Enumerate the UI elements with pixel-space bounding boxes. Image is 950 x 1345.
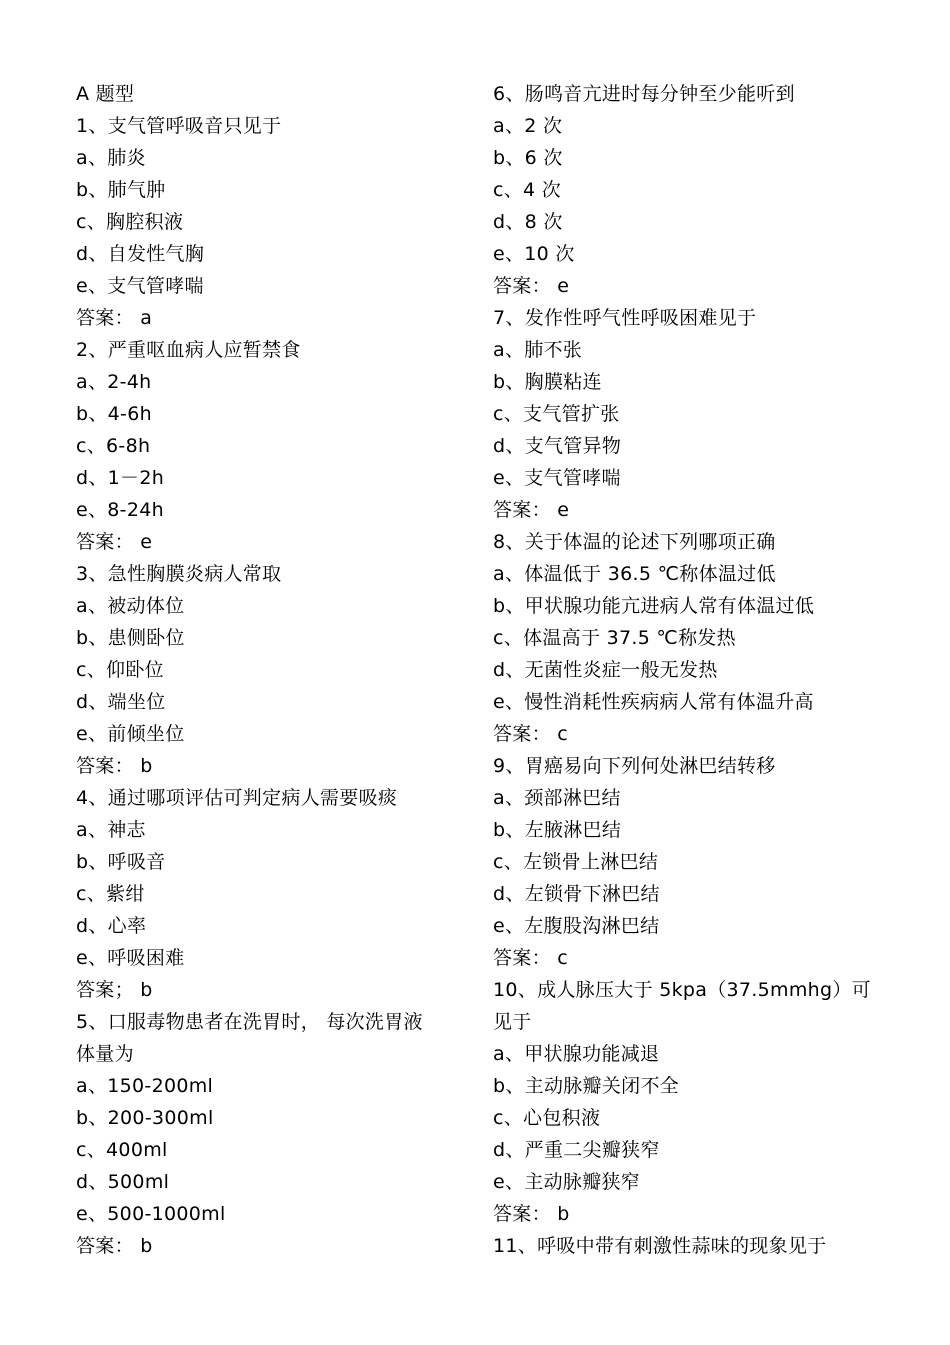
option-line: d、严重二尖瓣狭窄 bbox=[493, 1139, 660, 1161]
answer-line: 答案： e bbox=[493, 499, 570, 521]
answer-line: 答案： b bbox=[493, 1203, 570, 1225]
option-line: b、甲状腺功能亢进病人常有体温过低 bbox=[493, 595, 815, 617]
option-line: a、神志 bbox=[76, 819, 146, 841]
option-line: a、颈部淋巴结 bbox=[493, 787, 621, 809]
question-continuation: 见于 bbox=[493, 1011, 532, 1033]
option-line: e、支气管哮喘 bbox=[493, 467, 621, 489]
question-line: 11、呼吸中带有刺激性蒜味的现象见于 bbox=[493, 1235, 827, 1257]
option-line: b、4-6h bbox=[76, 403, 152, 425]
section-heading: A 题型 bbox=[76, 83, 135, 105]
option-line: d、500ml bbox=[76, 1171, 170, 1193]
question-line: 4、通过哪项评估可判定病人需要吸痰 bbox=[76, 787, 398, 809]
answer-line: 答案： b bbox=[76, 755, 153, 777]
question-line: 3、急性胸膜炎病人常取 bbox=[76, 563, 282, 585]
option-line: e、呼吸困难 bbox=[76, 947, 185, 969]
option-line: b、200-300ml bbox=[76, 1107, 214, 1129]
answer-line: 答案： c bbox=[493, 723, 568, 745]
option-line: b、患侧卧位 bbox=[76, 627, 185, 649]
option-line: e、左腹股沟淋巴结 bbox=[493, 915, 660, 937]
option-line: a、被动体位 bbox=[76, 595, 185, 617]
option-line: a、肺炎 bbox=[76, 147, 146, 169]
option-line: c、体温高于 37.5 ℃称发热 bbox=[493, 627, 736, 649]
option-line: e、10 次 bbox=[493, 243, 575, 265]
option-line: b、主动脉瓣关闭不全 bbox=[493, 1075, 680, 1097]
option-line: d、自发性气胸 bbox=[76, 243, 205, 265]
answer-line: 答案： b bbox=[76, 1235, 153, 1257]
option-line: b、左腋淋巴结 bbox=[493, 819, 622, 841]
answer-line: 答案； b bbox=[76, 979, 153, 1001]
option-line: d、无菌性炎症一般无发热 bbox=[493, 659, 718, 681]
answer-line: 答案： c bbox=[493, 947, 568, 969]
option-line: d、8 次 bbox=[493, 211, 563, 233]
option-line: b、胸膜粘连 bbox=[493, 371, 602, 393]
option-line: a、体温低于 36.5 ℃称体温过低 bbox=[493, 563, 776, 585]
option-line: c、支气管扩张 bbox=[493, 403, 620, 425]
option-line: d、端坐位 bbox=[76, 691, 166, 713]
question-line: 7、发作性呼气性呼吸困难见于 bbox=[493, 307, 757, 329]
option-line: c、仰卧位 bbox=[76, 659, 164, 681]
answer-line: 答案： e bbox=[493, 275, 570, 297]
option-line: e、8-24h bbox=[76, 499, 164, 521]
option-line: d、左锁骨下淋巴结 bbox=[493, 883, 660, 905]
question-continuation: 体量为 bbox=[76, 1043, 134, 1065]
option-line: a、甲状腺功能减退 bbox=[493, 1043, 660, 1065]
question-line: 1、支气管呼吸音只见于 bbox=[76, 115, 282, 137]
option-line: b、6 次 bbox=[493, 147, 563, 169]
option-line: c、4 次 bbox=[493, 179, 562, 201]
question-line: 2、严重呕血病人应暂禁食 bbox=[76, 339, 301, 361]
question-line: 9、胃癌易向下列何处淋巴结转移 bbox=[493, 755, 776, 777]
question-line: 10、成人脉压大于 5kpa（37.5mmhg）可 bbox=[493, 979, 871, 1001]
option-line: c、心包积液 bbox=[493, 1107, 601, 1129]
option-line: a、150-200ml bbox=[76, 1075, 214, 1097]
option-line: a、肺不张 bbox=[493, 339, 583, 361]
option-line: e、前倾坐位 bbox=[76, 723, 185, 745]
question-line: 6、肠鸣音亢进时每分钟至少能听到 bbox=[493, 83, 795, 105]
left-column bbox=[76, 78, 461, 1262]
option-line: b、呼吸音 bbox=[76, 851, 166, 873]
option-line: e、支气管哮喘 bbox=[76, 275, 204, 297]
option-line: a、2 次 bbox=[493, 115, 563, 137]
option-line: d、支气管异物 bbox=[493, 435, 622, 457]
option-line: e、主动脉瓣狭窄 bbox=[493, 1171, 641, 1193]
right-column bbox=[493, 78, 878, 1262]
option-line: d、心率 bbox=[76, 915, 147, 937]
option-line: c、紫绀 bbox=[76, 883, 145, 905]
option-line: b、肺气肿 bbox=[76, 179, 166, 201]
option-line: d、1－2h bbox=[76, 467, 165, 489]
answer-line: 答案： e bbox=[76, 531, 153, 553]
option-line: c、6-8h bbox=[76, 435, 151, 457]
answer-line: 答案： a bbox=[76, 307, 153, 329]
question-line: 8、关于体温的论述下列哪项正确 bbox=[493, 531, 776, 553]
option-line: c、左锁骨上淋巴结 bbox=[493, 851, 659, 873]
option-line: e、慢性消耗性疾病病人常有体温升高 bbox=[493, 691, 814, 713]
option-line: c、胸腔积液 bbox=[76, 211, 184, 233]
option-line: c、400ml bbox=[76, 1139, 168, 1161]
option-line: a、2-4h bbox=[76, 371, 152, 393]
question-line: 5、口服毒物患者在洗胃时， 每次洗胃液 bbox=[76, 1011, 423, 1033]
option-line: e、500-1000ml bbox=[76, 1203, 226, 1225]
